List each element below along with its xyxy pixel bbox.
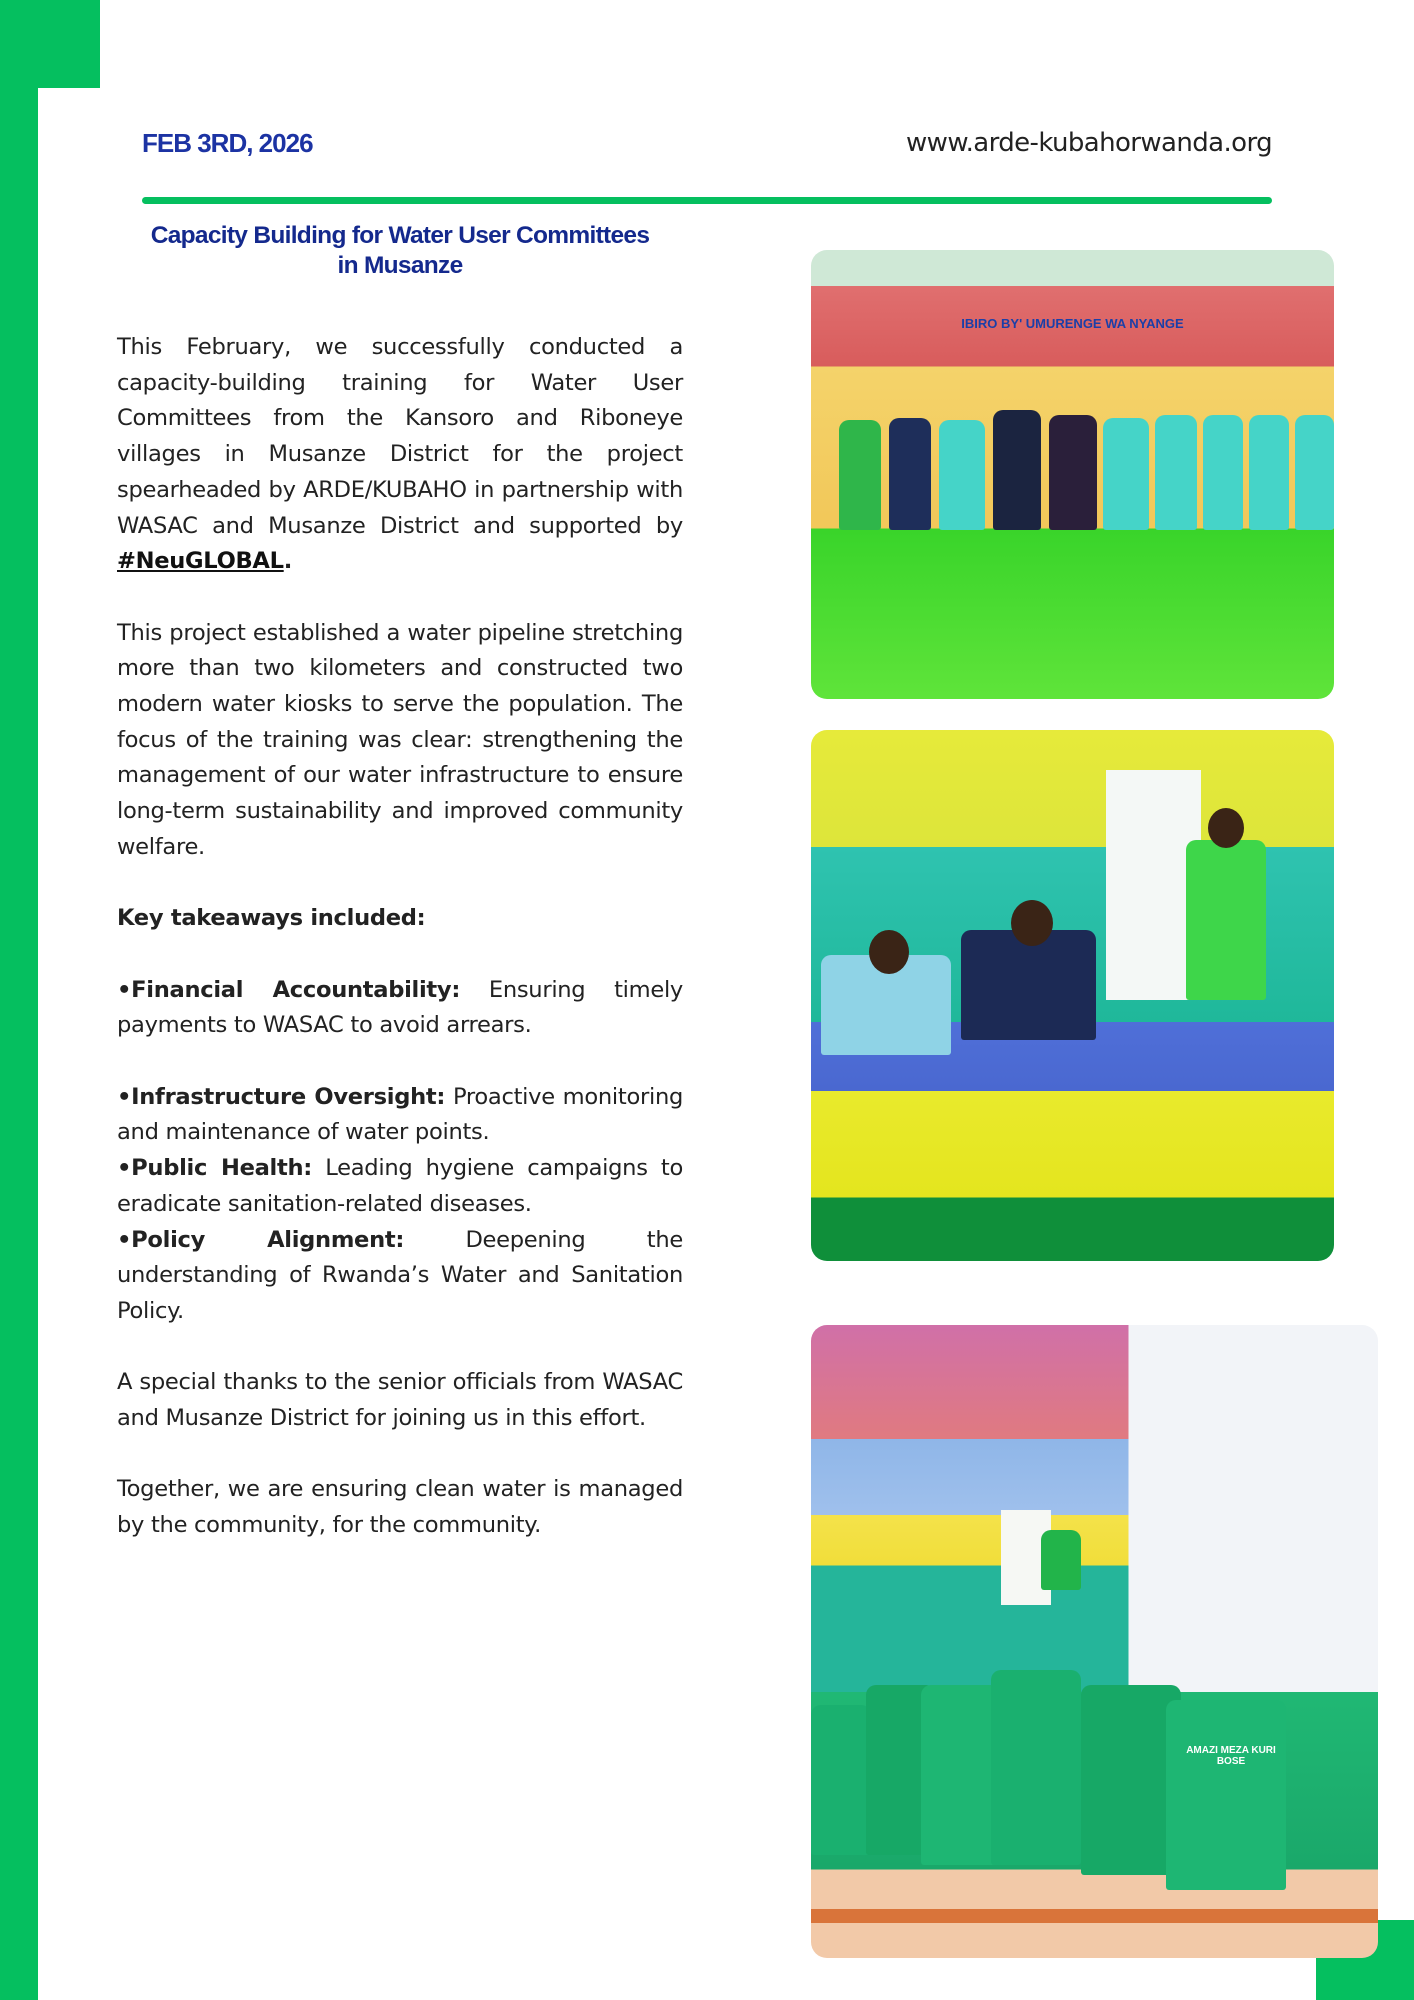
top-left-accent-block [0,0,100,88]
website-link[interactable]: www.arde-kubahorwanda.org [906,128,1272,158]
publication-date: FEB 3RD, 2026 [142,128,313,158]
bullet-icon: • [117,1226,132,1253]
left-accent-stripe [0,0,38,2000]
closing-paragraph: Together, we are ensuring clean water is managed by the community, for the community. [117,1476,683,1539]
article-title-line-2: in Musanze [337,252,463,279]
takeaways-heading: Key takeaways included: [117,905,426,932]
takeaway-text: Proactive monitoring and maintenance of water points. [117,1083,684,1146]
person [1249,415,1289,530]
person [1049,415,1097,530]
person [839,420,881,530]
bench [811,1909,1378,1923]
head [1208,808,1244,848]
takeaway-label: Policy Alignment: [131,1226,405,1253]
intro-paragraph [117,330,683,580]
photo-seated-audience [811,1325,1378,1958]
participant [921,1685,1001,1865]
bullet-icon: • [117,1155,132,1182]
takeaway-label: Financial Accountability: [131,976,461,1003]
facilitator [1041,1530,1081,1590]
bullet-icon: • [117,1083,132,1110]
head [869,930,909,974]
participant [991,1670,1081,1865]
photo-group-outside-office [811,250,1334,699]
hashtag-link[interactable]: #NeuGLOBAL [117,548,284,575]
article-title [100,221,700,281]
person [939,420,985,530]
takeaway-item [117,1080,683,1151]
takeaway-text: Ensuring timely payments to WASAC to avoid arrears. [117,976,683,1039]
person [1295,415,1334,530]
intro-end: . [283,548,292,575]
takeaway-item [117,1151,683,1222]
article-title-line-1: Capacity Building for Water User Committees [150,222,650,249]
takeaway-item [117,1223,683,1330]
thanks-paragraph: A special thanks to the senior officials from WASAC and Musanze District for joining us in this effort. [117,1369,683,1432]
takeaway-label: Infrastructure Oversight: [131,1083,446,1110]
person [889,418,931,530]
head [1011,900,1053,946]
participant [811,1705,871,1855]
person [1155,415,1197,530]
shirt-text: AMAZI MEZA KURI BOSE [1186,1745,1276,1767]
facilitator [1186,840,1266,1000]
photo-training-table [811,730,1334,1261]
article-body [117,330,683,1544]
takeaway-item [117,973,683,1044]
participant [961,930,1096,1040]
project-paragraph: This project established a water pipeline stretching more than two kilometers and constructed two modern water kiosks to serve the population. The focus of the training was clear: strengthening the management of our water infrastructure to ensure long-term sustainability and improved community welfare. [117,619,683,860]
takeaway-label: Public Health: [131,1155,313,1182]
person [993,410,1041,530]
header-divider [142,197,1272,204]
takeaway-text: Leading hygiene campaigns to eradicate sanitation-related diseases. [117,1155,683,1217]
bullet-icon: • [117,976,132,1003]
takeaway-text: Deepening the understanding of Rwanda’s Water and Sanitation Policy. [117,1226,683,1324]
person [1203,415,1243,530]
participant [1166,1700,1286,1890]
building-sign-text: IBIRO BY' UMURENGE WA NYANGE [961,316,1184,331]
intro-text: This February, we successfully conducted a capacity-building training for Water User Committees from the Kansoro and Riboneye villages in Musanze District for the project spearheaded by ARDE/KUBAHO in partnership with WASAC and Musanze District and supported by [117,334,683,539]
person [1103,418,1149,530]
